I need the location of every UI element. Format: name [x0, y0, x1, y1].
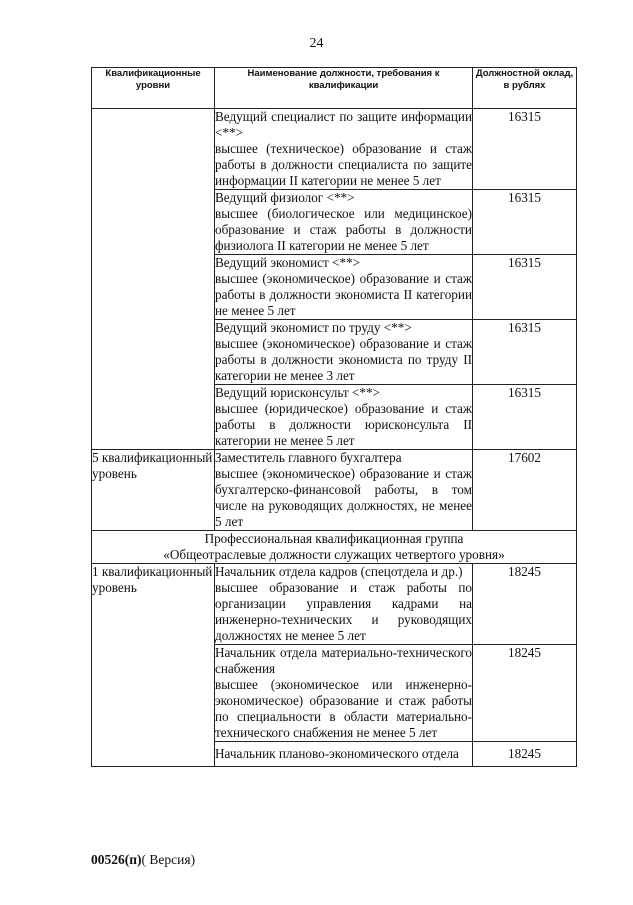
- group-title-line-2: «Общеотраслевые должности служащих четвертого уровня»: [163, 547, 505, 562]
- page-number: 24: [309, 36, 324, 51]
- salary-cell: 17602: [473, 450, 577, 531]
- header-salary: Должностной оклад, в рублях: [473, 68, 577, 109]
- header-qualification-levels: Квалификационные уровни: [92, 68, 215, 109]
- position-title: Начальник планово-экономического отдела: [215, 746, 459, 761]
- position-requirements: высшее (техническое) образование и стаж работы в должности специалиста по защите информации II категории не менее 5 лет: [215, 141, 472, 188]
- group-row: [92, 531, 577, 564]
- position-requirements: высшее образование и стаж работы по организации управления кадрами на инженерно-технических и руководящих должностях не менее 5 лет: [215, 580, 472, 643]
- position-cell: [215, 385, 473, 450]
- header-position-requirements: Наименование должности, требования к квалификации: [215, 68, 473, 109]
- document-version: ( Версия): [141, 852, 196, 867]
- position-cell: [215, 742, 473, 767]
- salary-cell: 16315: [473, 109, 577, 190]
- table-row: [92, 450, 577, 531]
- salary-cell: 16315: [473, 255, 577, 320]
- table-header-row: [92, 68, 577, 109]
- level-cell: [92, 109, 215, 450]
- position-title: Ведущий юрисконсульт <**>: [215, 385, 380, 400]
- position-cell: [215, 255, 473, 320]
- position-requirements: высшее (экономическое) образование и стаж работы в должности экономиста II категории не менее 5 лет: [215, 271, 472, 318]
- level-cell: 1 квалификационный уровень: [92, 564, 215, 767]
- position-cell: [215, 190, 473, 255]
- position-title: Ведущий специалист по защите информации <**>: [215, 109, 472, 140]
- salary-cell: 16315: [473, 190, 577, 255]
- position-requirements: высшее (экономическое) образование и стаж работы в должности экономиста по труду II категории не менее 3 лет: [215, 336, 472, 383]
- position-cell: [215, 564, 473, 645]
- document-footer: [91, 852, 195, 868]
- document-code: 00526(п): [91, 852, 142, 867]
- position-requirements: высшее (биологическое или медицинское) образование и стаж работы в должности физиолога II категории не менее 5 лет: [215, 206, 472, 253]
- position-title: Ведущий экономист <**>: [215, 255, 361, 270]
- salary-cell: 18245: [473, 742, 577, 767]
- position-title: Ведущий физиолог <**>: [215, 190, 355, 205]
- position-title: Заместитель главного бухгалтера: [215, 450, 402, 465]
- level-cell: 5 квалификационный уровень: [92, 450, 215, 531]
- salary-cell: 18245: [473, 564, 577, 645]
- position-title: Ведущий экономист по труду <**>: [215, 320, 412, 335]
- position-title: Начальник отдела кадров (спецотдела и др.): [215, 564, 463, 579]
- salary-cell: 16315: [473, 320, 577, 385]
- position-requirements: высшее (экономическое или инженерно-экономическое) образование и стаж работы по специальности в области материально-технического снабжения не менее 5 лет: [215, 677, 472, 740]
- table-row: [92, 109, 577, 190]
- table-row: [92, 564, 577, 645]
- qualification-table: [91, 67, 577, 767]
- salary-cell: 18245: [473, 645, 577, 742]
- position-title: Начальник отдела материально-технического снабжения: [215, 645, 472, 676]
- position-cell: [215, 645, 473, 742]
- position-cell: [215, 109, 473, 190]
- position-requirements: высшее (юридическое) образование и стаж работы в должности юрисконсульта II категории не менее 5 лет: [215, 401, 472, 448]
- professional-group-title: [92, 531, 577, 564]
- group-title-line-1: Профессиональная квалификационная группа: [204, 531, 464, 546]
- position-requirements: высшее (экономическое) образование и стаж бухгалтерско-финансовой работы, в том числе на руководящих должностях, не менее 5 лет: [215, 466, 472, 529]
- salary-cell: 16315: [473, 385, 577, 450]
- position-cell: [215, 320, 473, 385]
- position-cell: [215, 450, 473, 531]
